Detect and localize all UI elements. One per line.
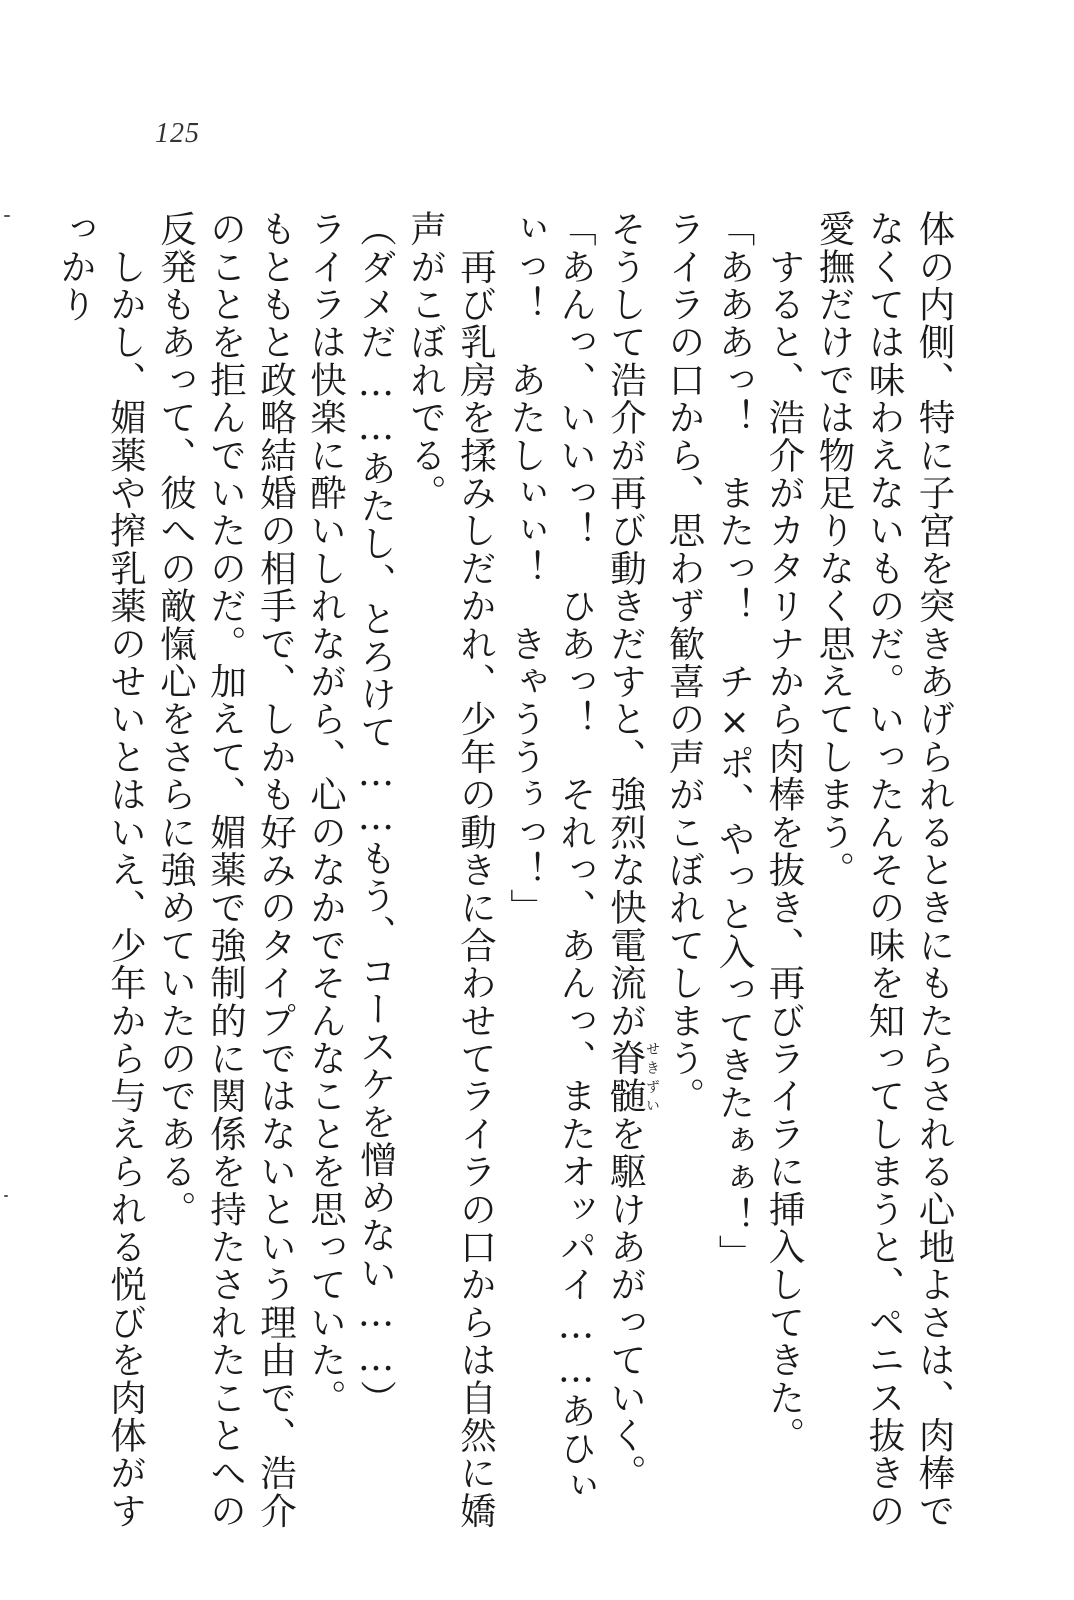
ruby-annotation: 脊髄せきずい [604, 1039, 660, 1115]
paragraph-7: 再び乳房を揉みしだかれ、少年の動きに合わせてライラの口からは自然に嬌声がこぼれでる。 [404, 210, 498, 1530]
paragraph-2: すると、浩介がカタリナから肉棒を抜き、再びライラに挿入してきた。 [763, 247, 806, 1455]
paragraph-3: 「あああっ！ またっ！ チ×ポ、やっと入ってきたぁぁ！」 [713, 210, 756, 1273]
paragraph-1: 体の内側、特に子宮を突きあげられるときにもたらされる心地よさは、肉棒でなくては味わえないものだ。いったんその味を知ってしまうと、ペニス抜きの愛撫だけでは物足りなく思えてしまう。 [813, 210, 956, 1530]
paragraph-8: （ダメだ……あたし、とろけて……もう、コースケを憎めない……） [354, 210, 398, 1418]
paragraph-10: もともと政略結婚の相手で、しかも好みのタイプではないという理由で、浩介のことを拒んでいたのだ。加えて、媚薬で強制的に関係を持たされたことへの反発もあって、彼への敵愾心をさらに強めていたのである。 [154, 210, 298, 1530]
paragraph-4: ライラの口から、思わず歓喜の声がこぼれてしまう。 [663, 210, 706, 1115]
paragraph-9: ライラは快楽に酔いしれながら、心のなかでそんなことを思っていた。 [304, 210, 348, 1417]
paragraph-5: そうして浩介が再び動きだすと、強烈な快電流が脊髄せきずいを駆けあがっていく。 [604, 210, 660, 1492]
scan-speck [4, 1195, 8, 1197]
paragraph-6: 「あんっ、いいっ！ ひあっ！ それっ、あんっ、またオッパイ……あひぃぃっ！ あたしぃぃ！ きゃううぅっ！」 [504, 210, 598, 1505]
paragraph-11: しかし、媚薬や搾乳薬のせいとはいえ、少年から与えられる悦びを肉体がすっかり [54, 210, 148, 1530]
body-text [54, 210, 959, 1530]
ruby-reading: せきずい [644, 1039, 660, 1115]
scan-speck [4, 215, 10, 217]
page-number: 125 [155, 118, 200, 149]
